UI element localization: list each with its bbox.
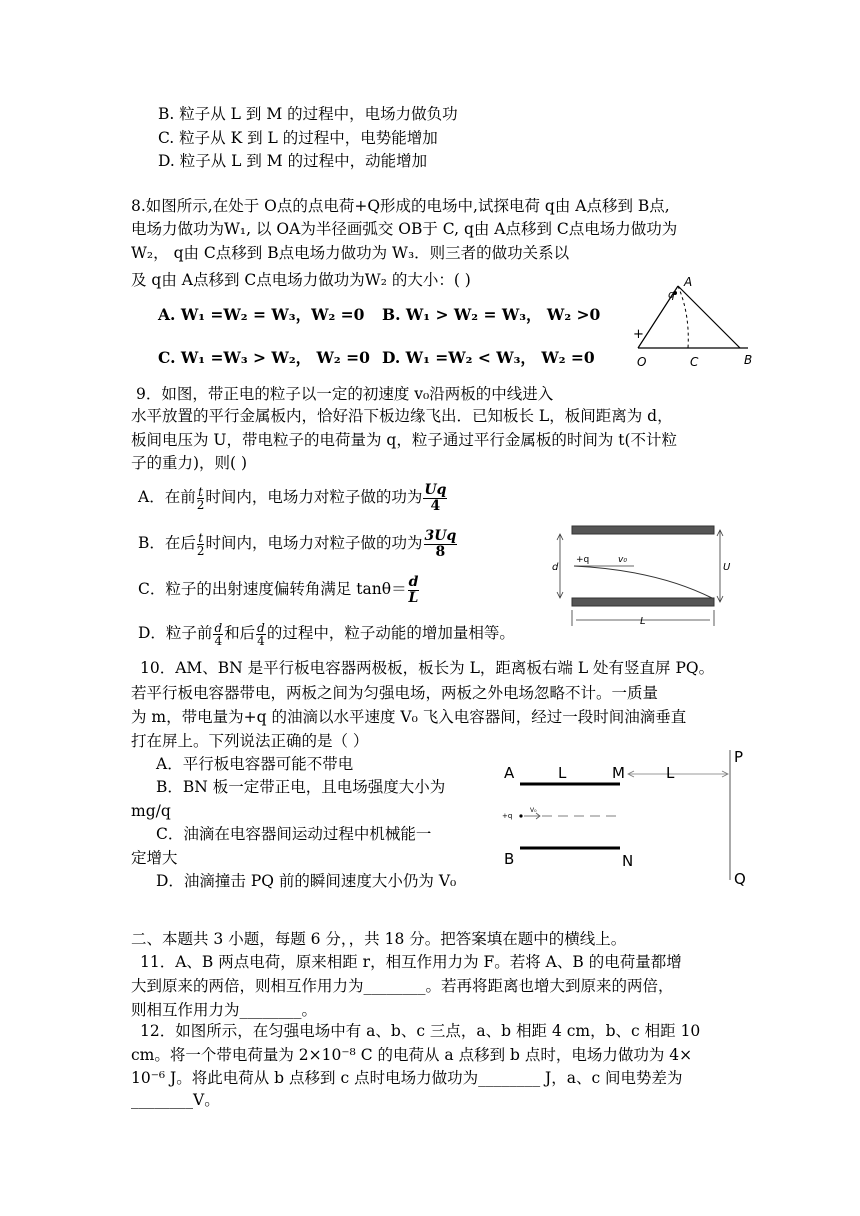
q12-line4: ________V。 [131,1091,220,1109]
q9-stem-line3: 板间电压为 U，带电粒子的电荷量为 q，粒子通过平行金属板的时间为 t(不计粒 [131,431,678,449]
frac-2: 2 [196,497,205,512]
fig-label-b: B [504,850,515,868]
fig-d-label: d [552,562,559,573]
q10-plates-screen-figure [498,744,766,888]
q10-option-b-line2: mg/q [131,802,171,820]
q9-stem-line1: 9．如图，带正电的粒子以一定的初速度 v₀沿两板的中线进入 [136,385,554,403]
q8-triangle-figure [628,272,768,372]
q9-option-c [138,572,420,606]
fig-label-q: Q [734,870,746,888]
q9-option-d [138,616,515,650]
q12-line1: 12．如图所示，在匀强电场中有 a、b、c 三点，a、b 相距 4 cm，b、c 相距 10 [140,1022,701,1040]
q11-line2: 大到原来的两倍，则相互作用力为________。若再将距离也增大到原来的两倍， [131,977,674,995]
fig-u-label: U [723,562,731,573]
q7-option-d: D. 粒子从 L 到 M 的过程中，动能增加 [158,152,428,170]
q9-option-c-prefix: C．粒子的出射速度偏转角满足 tanθ＝ [138,580,407,598]
fig-label-q: q [668,288,675,301]
q9-option-d-end: 的过程中，粒子动能的增加量相等。 [266,624,515,642]
q7-option-c: C. 粒子从 K 到 L 的过程中，电势能增加 [158,129,438,147]
q8-option-a: A. W₁ =W₂ = W₃，W₂ =0 [158,305,365,324]
q10-option-b-line1: B．BN 板一定带正电，且电场强度大小为 [156,778,446,796]
fig-label-b: B [744,353,753,367]
q9-stem-line4: 子的重力)，则( ) [131,454,248,472]
fig-label-plus: + [633,327,644,342]
q7-option-b: B. 粒子从 L 到 M 的过程中，电场力做负功 [158,105,458,123]
frac-d: d [214,620,223,635]
fig-label-p: P [734,748,744,766]
fig-label-m: M [612,764,625,782]
q9-option-d-prefix: D．粒子前 [138,624,213,642]
fig-label-c: C [690,355,699,369]
frac-t: t [198,530,204,545]
frac-4: 4 [214,633,223,648]
q9-option-d-mid: 和后 [224,624,256,642]
fig-charge-label: +q [576,555,590,565]
fig-label-velocity: V₀ [530,807,537,814]
frac-l: L [408,589,419,606]
q8-option-c: C. W₁ =W₃ > W₂， W₂ =0 [158,348,370,367]
q10-option-a: A．平行板电容器可能不带电 [156,755,354,773]
q11-line3: 则相互作用力为________。 [131,1001,318,1019]
q8-option-b: B. W₁ > W₂ = W₃， W₂ >0 [382,305,601,324]
fig-l-label: L [640,616,646,627]
q8-stem-line3: W₂， q由 C点移到 B点电场力做功为 W₃．则三者的做功关系以 [131,244,570,262]
q9-stem-line2: 水平放置的平行金属板内，恰好沿下板边缘飞出．已知板长 L，板间距离为 d， [131,407,673,425]
frac-t: t [198,484,203,499]
fig-velocity-label: v₀ [618,555,627,565]
frac-3uq: 3Uq [424,527,457,544]
q9-option-a-mid: 时间内，电场力对粒子做的功为 [205,488,423,506]
fig-label-l-plate: L [558,764,567,782]
q12-line3: 10⁻⁶ J。将此电荷从 b 点移到 c 点时电场力做功为________ J，a、c 间电势差为 [131,1069,683,1087]
frac-2: 2 [196,543,205,558]
q10-option-c-line1: C．油滴在电容器间运动过程中机械能一 [156,825,432,843]
q9-option-a [138,480,448,514]
q10-option-c-line2: 定增大 [131,849,178,867]
frac-4: 4 [430,497,441,514]
q8-option-d: D. W₁ =W₂ < W₃， W₂ =0 [382,348,595,367]
q9-option-a-prefix: A．在前 [138,488,196,506]
q8-stem-line2: 电场力做功为W₁, 以 OA为半径画弧交 OB于 C, q由 A点移到 C点电场力做功为 [131,220,678,238]
q12-line2: cm。将一个带电荷量为 2×10⁻⁸ C 的电荷从 a 点移到 b 点时，电场力做功为 4× [131,1046,693,1064]
q10-stem-line4: 打在屏上。下列说法正确的是（ ） [131,732,369,750]
q9-capacitor-figure [546,518,732,632]
frac-4: 4 [257,633,265,648]
q8-stem-line1: 8.如图所示,在处于 O点的点电荷+Q形成的电场中,试探电荷 q由 A点移到 B点, [131,197,670,215]
q10-option-d: D．油滴撞击 PQ 前的瞬间速度大小仍为 V₀ [156,872,457,890]
fig-label-charge: +q [502,812,513,820]
q10-stem-line1: 10．AM、BN 是平行板电容器两极板，板长为 L，距离板右端 L 处有竖直屏 PQ。 [140,659,715,677]
q9-option-b-prefix: B．在后 [138,534,196,552]
q8-stem-line4: 及 q由 A点移到 C点电场力做功为W₂ 的大小：( ) [131,271,471,289]
fig-label-a: A [504,764,515,782]
fig-label-l-gap: L [666,764,675,782]
fig-label-n: N [622,852,634,870]
frac-uq: Uq [424,481,447,498]
q11-line1: 11．A、B 两点电荷，原来相距 r，相互作用力为 F。若将 A、B 的电荷量都增 [140,953,682,971]
fig-label-o: O [637,355,647,369]
frac-8: 8 [435,543,446,560]
section2-heading: 二、本题共 3 小题，每题 6 分，，共 18 分。把答案填在题中的横线上。 [131,930,627,948]
frac-d: d [408,573,419,590]
frac-d: d [257,620,265,635]
q10-stem-line3: 为 m，带电量为+q 的油滴以水平速度 V₀ 飞入电容器间，经过一段时间油滴垂直 [131,708,687,726]
fig-label-a: A [684,275,693,289]
q9-option-b [138,526,458,560]
q9-option-b-mid: 时间内，电场力对粒子做的功为 [205,534,423,552]
q10-stem-line2: 若平行板电容器带电，两板之间为匀强电场，两板之外电场忽略不计。一质量 [131,684,659,702]
